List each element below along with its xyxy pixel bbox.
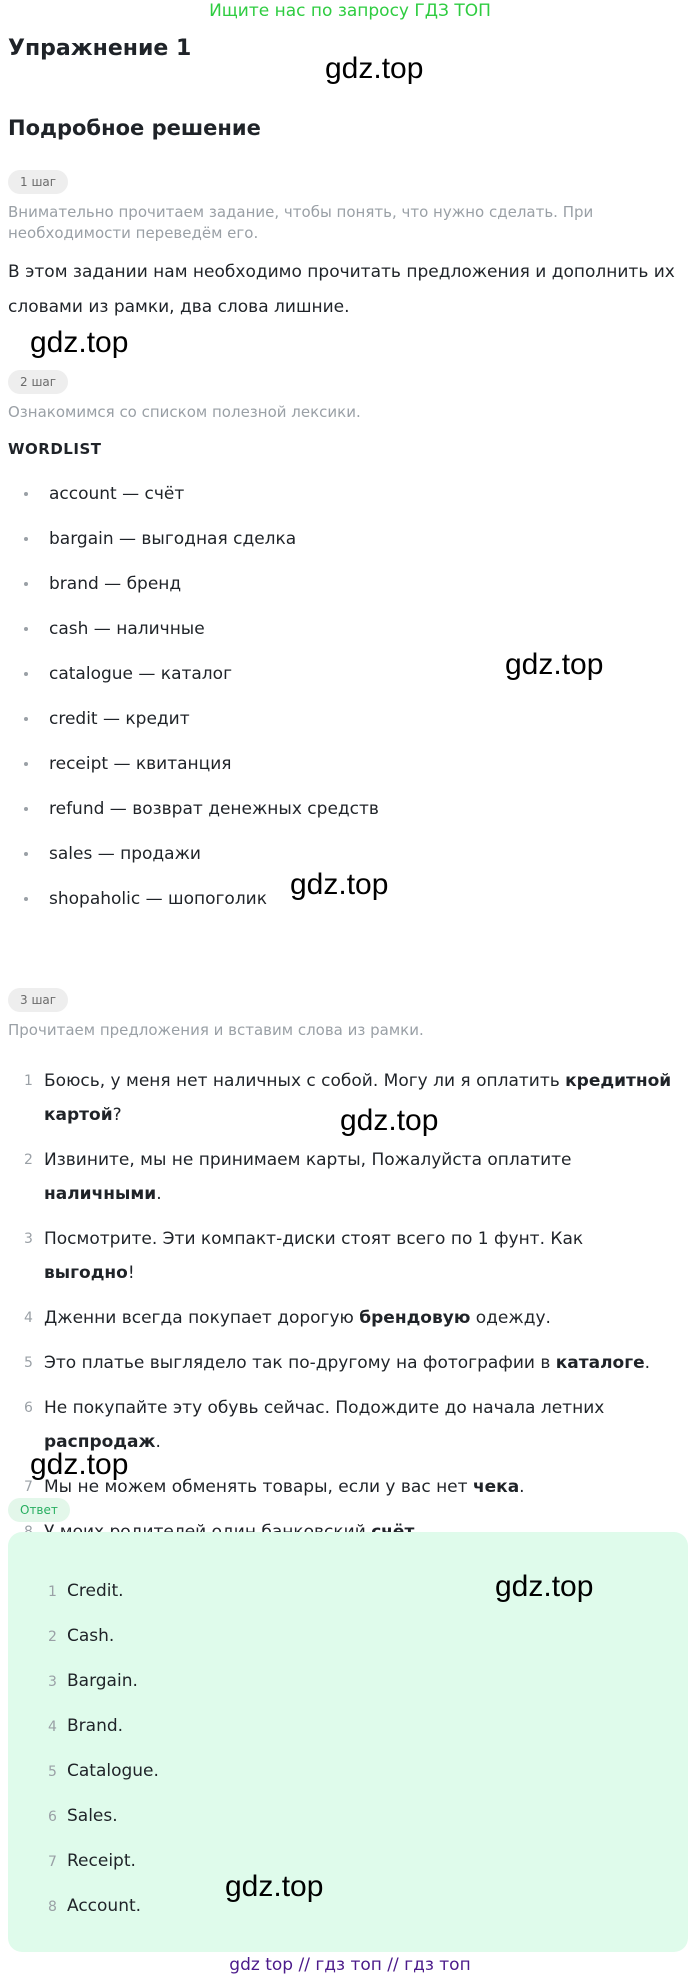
item-number: 3	[48, 1674, 57, 1690]
answer-text: Catalogue.	[67, 1761, 159, 1781]
answer-item	[48, 1895, 159, 1940]
answer-word: каталоге	[555, 1353, 645, 1373]
word-entry: account — счёт	[49, 484, 185, 504]
answer-item	[48, 1805, 159, 1850]
list-item	[24, 618, 379, 663]
sentence-item	[24, 1143, 674, 1211]
wordlist-title: WORDLIST	[8, 440, 102, 458]
step-1-text-line-1: В этом задании нам необходимо прочитать предложения и дополнить их	[8, 262, 675, 282]
answer-word: наличными	[44, 1184, 157, 1204]
item-number: 1	[24, 1073, 33, 1089]
answer-badge: Ответ	[8, 1498, 70, 1522]
list-item	[24, 573, 379, 618]
sentence-text: Не покупайте эту обувь сейчас. Подождите до начала летних	[44, 1398, 605, 1418]
word-entry: refund — возврат денежных средств	[49, 799, 379, 819]
answer-word: брендовую	[359, 1308, 471, 1328]
answer-word: распродаж	[44, 1432, 156, 1452]
answer-text: Sales.	[67, 1806, 118, 1826]
word-entry: cash — наличные	[49, 619, 205, 639]
sentence-end: одежду.	[470, 1308, 551, 1328]
wordlist	[24, 483, 379, 933]
step-1-hint: Внимательно прочитаем задание, чтобы понять, что нужно сделать. При необходимости переведём его.	[8, 203, 594, 242]
item-number: 2	[48, 1629, 57, 1645]
answer-item	[48, 1580, 159, 1625]
answer-item	[48, 1715, 159, 1760]
answer-text: Cash.	[67, 1626, 115, 1646]
sentence-item	[24, 1301, 674, 1335]
answer-text: Receipt.	[67, 1851, 136, 1871]
item-number: 6	[48, 1809, 57, 1825]
bullet-icon	[24, 672, 28, 676]
list-item	[24, 708, 379, 753]
item-number: 6	[24, 1400, 33, 1416]
sentence-text: Мы не можем обменять товары, если у вас нет	[44, 1477, 473, 1497]
bullet-icon	[24, 537, 28, 541]
sentence-end: .	[519, 1477, 525, 1497]
step-1-text-line-2: словами из рамки, два слова лишние.	[8, 297, 350, 317]
watermark: gdz.top	[30, 326, 129, 359]
answer-text: Account.	[67, 1896, 142, 1916]
answer-text: Bargain.	[67, 1671, 138, 1691]
word-entry: sales — продажи	[49, 844, 201, 864]
sentence-list	[24, 1064, 674, 1560]
watermark: gdz.top	[30, 1448, 129, 1481]
page-title: Упражнение 1	[8, 36, 192, 61]
answer-word: чека	[472, 1477, 520, 1497]
item-number: 5	[24, 1355, 33, 1371]
item-number: 5	[48, 1764, 57, 1780]
list-item	[24, 798, 379, 843]
answer-word: выгодно	[44, 1263, 128, 1283]
step-2-badge: 2 шаг	[8, 370, 68, 394]
answer-word: кредитной картой	[44, 1071, 672, 1125]
item-number: 8	[48, 1899, 57, 1915]
item-number: 4	[48, 1719, 57, 1735]
watermark: gdz.top	[325, 52, 424, 85]
item-number: 3	[24, 1231, 33, 1247]
sentence-end: !	[127, 1263, 135, 1283]
sentence-end: ?	[112, 1105, 122, 1125]
bullet-icon	[24, 582, 28, 586]
sentence-end: .	[156, 1184, 162, 1204]
step-3-hint: Прочитаем предложения и вставим слова из рамки.	[8, 1021, 424, 1039]
word-entry: catalogue — каталог	[49, 664, 233, 684]
answer-text: Brand.	[67, 1716, 124, 1736]
answer-list	[48, 1580, 159, 1940]
sentence-text: Посмотрите. Эти компакт-диски стоят всего по 1 фунт. Как	[44, 1229, 584, 1249]
bullet-icon	[24, 717, 28, 721]
sentence-end: .	[644, 1353, 651, 1373]
step-1-badge: 1 шаг	[8, 170, 68, 194]
step-2-hint: Ознакомимся со списком полезной лексики.	[8, 403, 361, 421]
answer-item	[48, 1850, 159, 1895]
list-item	[24, 483, 379, 528]
item-number: 2	[24, 1152, 33, 1168]
watermark: gdz.top	[290, 868, 389, 901]
sentence-text: Это платье выглядело так по-другому на фотографии в	[44, 1353, 556, 1373]
step-3-badge: 3 шаг	[8, 988, 68, 1012]
bullet-icon	[24, 852, 28, 856]
bullet-icon	[24, 762, 28, 766]
list-item	[24, 528, 379, 573]
word-entry: bargain — выгодная сделка	[49, 529, 297, 549]
list-item	[24, 663, 379, 708]
word-entry: receipt — квитанция	[49, 754, 232, 774]
answer-item	[48, 1670, 159, 1715]
item-number: 7	[48, 1854, 57, 1870]
watermark: gdz.top	[495, 1570, 594, 1603]
item-number: 4	[24, 1310, 33, 1326]
section-title: Подробное решение	[8, 116, 261, 140]
item-number: 7	[24, 1479, 33, 1495]
bullet-icon	[24, 627, 28, 631]
watermark: gdz.top	[225, 1870, 324, 1903]
list-item	[24, 753, 379, 798]
footer-links[interactable]: gdz top // гдз топ // гдз топ	[229, 1955, 471, 1975]
sentence-text: Боюсь, у меня нет наличных с собой. Могу ли я оплатить	[44, 1071, 566, 1091]
word-entry: brand — бренд	[49, 574, 182, 594]
sentence-item	[24, 1222, 674, 1290]
sentence-end: .	[155, 1432, 161, 1452]
sentence-text: Дженни всегда покупает дорогую	[44, 1308, 360, 1328]
watermark: gdz.top	[505, 648, 604, 681]
answer-text: Credit.	[67, 1581, 124, 1601]
answer-item	[48, 1625, 159, 1670]
watermark: gdz.top	[340, 1104, 439, 1137]
item-number: 1	[48, 1584, 57, 1600]
search-banner[interactable]: Ищите нас по запросу ГДЗ ТОП	[209, 1, 491, 21]
sentence-item	[24, 1346, 674, 1380]
word-entry: shopaholic — шопоголик	[49, 889, 268, 909]
word-entry: credit — кредит	[49, 709, 190, 729]
sentence-text: Извините, мы не принимаем карты, Пожалуйста оплатите	[44, 1150, 572, 1170]
answer-item	[48, 1760, 159, 1805]
bullet-icon	[24, 807, 28, 811]
bullet-icon	[24, 897, 28, 901]
bullet-icon	[24, 492, 28, 496]
